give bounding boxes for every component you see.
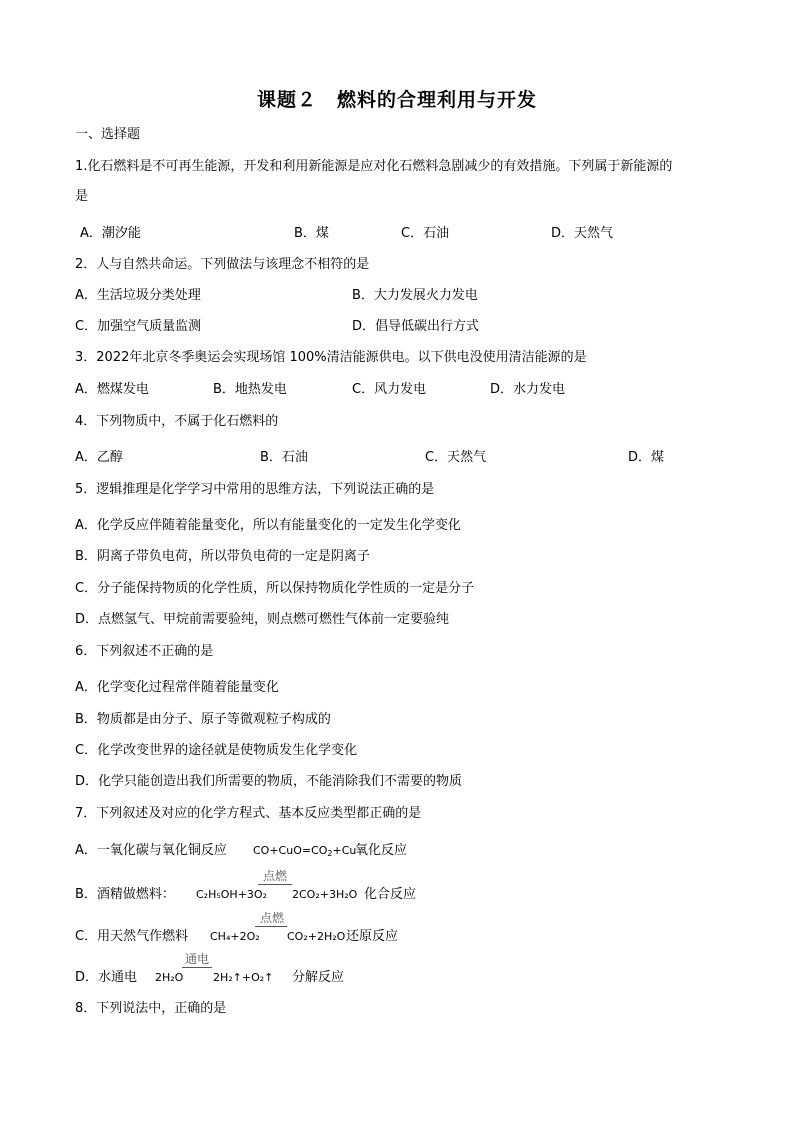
question-1-option-b: B．煤 bbox=[294, 226, 329, 241]
question-4-option-c: C．天然气 bbox=[425, 450, 487, 465]
equation-subscript: 2 bbox=[327, 849, 333, 858]
question-3-option-c: C．风力发电 bbox=[352, 382, 427, 397]
question-6-option-d: D．化学只能创造出我们所需要的物质，不能消除我们不需要的物质 bbox=[75, 774, 463, 789]
question-7-stem: 7．下列叙述及对应的化学方程式、基本反应类型都正确的是 bbox=[75, 806, 422, 821]
question-1-option-a: A．潮汐能 bbox=[80, 226, 141, 241]
question-1-stem-cont: 是 bbox=[75, 189, 89, 204]
question-1-option-d: D．天然气 bbox=[551, 226, 614, 241]
page-title: 课题２ 燃料的合理利用与开发 bbox=[256, 89, 537, 111]
reaction-arrow-line bbox=[255, 926, 287, 927]
question-7-option-a-label: A．一氧化碳与氧化铜反应 bbox=[75, 843, 227, 858]
reaction-arrow-line bbox=[182, 967, 212, 968]
question-3-option-b: B．地热发电 bbox=[213, 382, 287, 397]
question-4-stem: 4．下列物质中，不属于化石燃料的 bbox=[75, 414, 279, 429]
question-3-option-d: D．水力发电 bbox=[490, 382, 566, 397]
question-4-option-a: A．乙醇 bbox=[75, 450, 123, 465]
question-2-option-a: A．生活垃圾分类处理 bbox=[75, 288, 201, 303]
question-7-option-b-reactants: C₂H₅OH+3O₂ bbox=[196, 888, 267, 901]
section-heading: 一、选择题 bbox=[75, 127, 141, 142]
question-5-option-d: D．点燃氢气、甲烷前需要验纯，则点燃可燃性气体前一定要验纯 bbox=[75, 612, 450, 627]
question-5-option-c: C．分子能保持物质的化学性质，所以保持物质化学性质的一定是分子 bbox=[75, 581, 475, 596]
question-5-stem: 5．逻辑推理是化学学习中常用的思维方法，下列说法正确的是 bbox=[75, 482, 435, 497]
question-1-stem: 1.化石燃料是不可再生能源，开发和利用新能源是应对化石燃料急剧减少的有效措施。下列属于新能源的 bbox=[75, 159, 673, 174]
question-7-option-d-reactants: 2H₂O bbox=[155, 971, 184, 984]
question-1-option-c: C．石油 bbox=[401, 226, 450, 241]
question-4-option-d: D．煤 bbox=[628, 450, 665, 465]
question-7-option-c-products: CO₂+2H₂O bbox=[287, 930, 346, 943]
question-7-option-a-type: 氧化反应 bbox=[355, 843, 408, 858]
question-6-option-a: A．化学变化过程常伴随着能量变化 bbox=[75, 680, 279, 695]
question-6-option-c: C．化学改变世界的途径就是使物质发生化学变化 bbox=[75, 743, 358, 758]
question-2-option-b: B．大力发展火力发电 bbox=[352, 288, 478, 303]
question-5-option-b: B．阴离子带负电荷，所以带负电荷的一定是阴离子 bbox=[75, 549, 370, 564]
question-7-option-b-type: 化合反应 bbox=[364, 887, 417, 902]
question-2-stem: 2．人与自然共命运。下列做法与该理念不相符的是 bbox=[75, 257, 370, 272]
question-7-option-c-reactants: CH₄+2O₂ bbox=[210, 930, 260, 943]
question-7-option-c-label: C．用天然气作燃料 bbox=[75, 929, 189, 944]
equation-left: CO+CuO=CO bbox=[253, 844, 328, 857]
reaction-arrow-line bbox=[258, 884, 292, 885]
question-7-option-d-type: 分解反应 bbox=[292, 970, 345, 985]
question-4-option-b: B．石油 bbox=[260, 450, 308, 465]
equation-right: +Cu bbox=[332, 844, 357, 857]
question-7-option-a-equation bbox=[253, 844, 356, 858]
question-7-option-b-products: 2CO₂+3H₂O bbox=[292, 888, 358, 901]
question-6-option-b: B．物质都是由分子、原子等微观粒子构成的 bbox=[75, 712, 331, 727]
question-7-option-b-label: B．酒精做燃料： bbox=[75, 887, 175, 902]
question-5-option-a: A．化学反应伴随着能量变化，所以有能量变化的一定发生化学变化 bbox=[75, 518, 461, 533]
question-3-option-a: A．燃煤发电 bbox=[75, 382, 149, 397]
question-7-option-d-products: 2H₂↑+O₂↑ bbox=[213, 971, 274, 984]
question-7-option-b-condition: 点燃 bbox=[262, 869, 287, 883]
question-7-option-d-condition: 通电 bbox=[184, 952, 209, 966]
question-3-stem: 3．2022年北京冬季奥运会实现场馆 100%清洁能源供电。以下供电没使用清洁能源的是 bbox=[75, 350, 587, 365]
question-7-option-c-condition: 点燃 bbox=[259, 911, 284, 925]
question-2-option-d: D．倡导低碳出行方式 bbox=[352, 319, 480, 334]
question-7-option-d-label: D．水通电 bbox=[75, 970, 138, 985]
question-2-option-c: C．加强空气质量监测 bbox=[75, 319, 202, 334]
question-8-stem: 8．下列说法中，正确的是 bbox=[75, 1001, 227, 1016]
question-6-stem: 6．下列叙述不正确的是 bbox=[75, 644, 214, 659]
question-7-option-c-type: 还原反应 bbox=[346, 929, 399, 944]
